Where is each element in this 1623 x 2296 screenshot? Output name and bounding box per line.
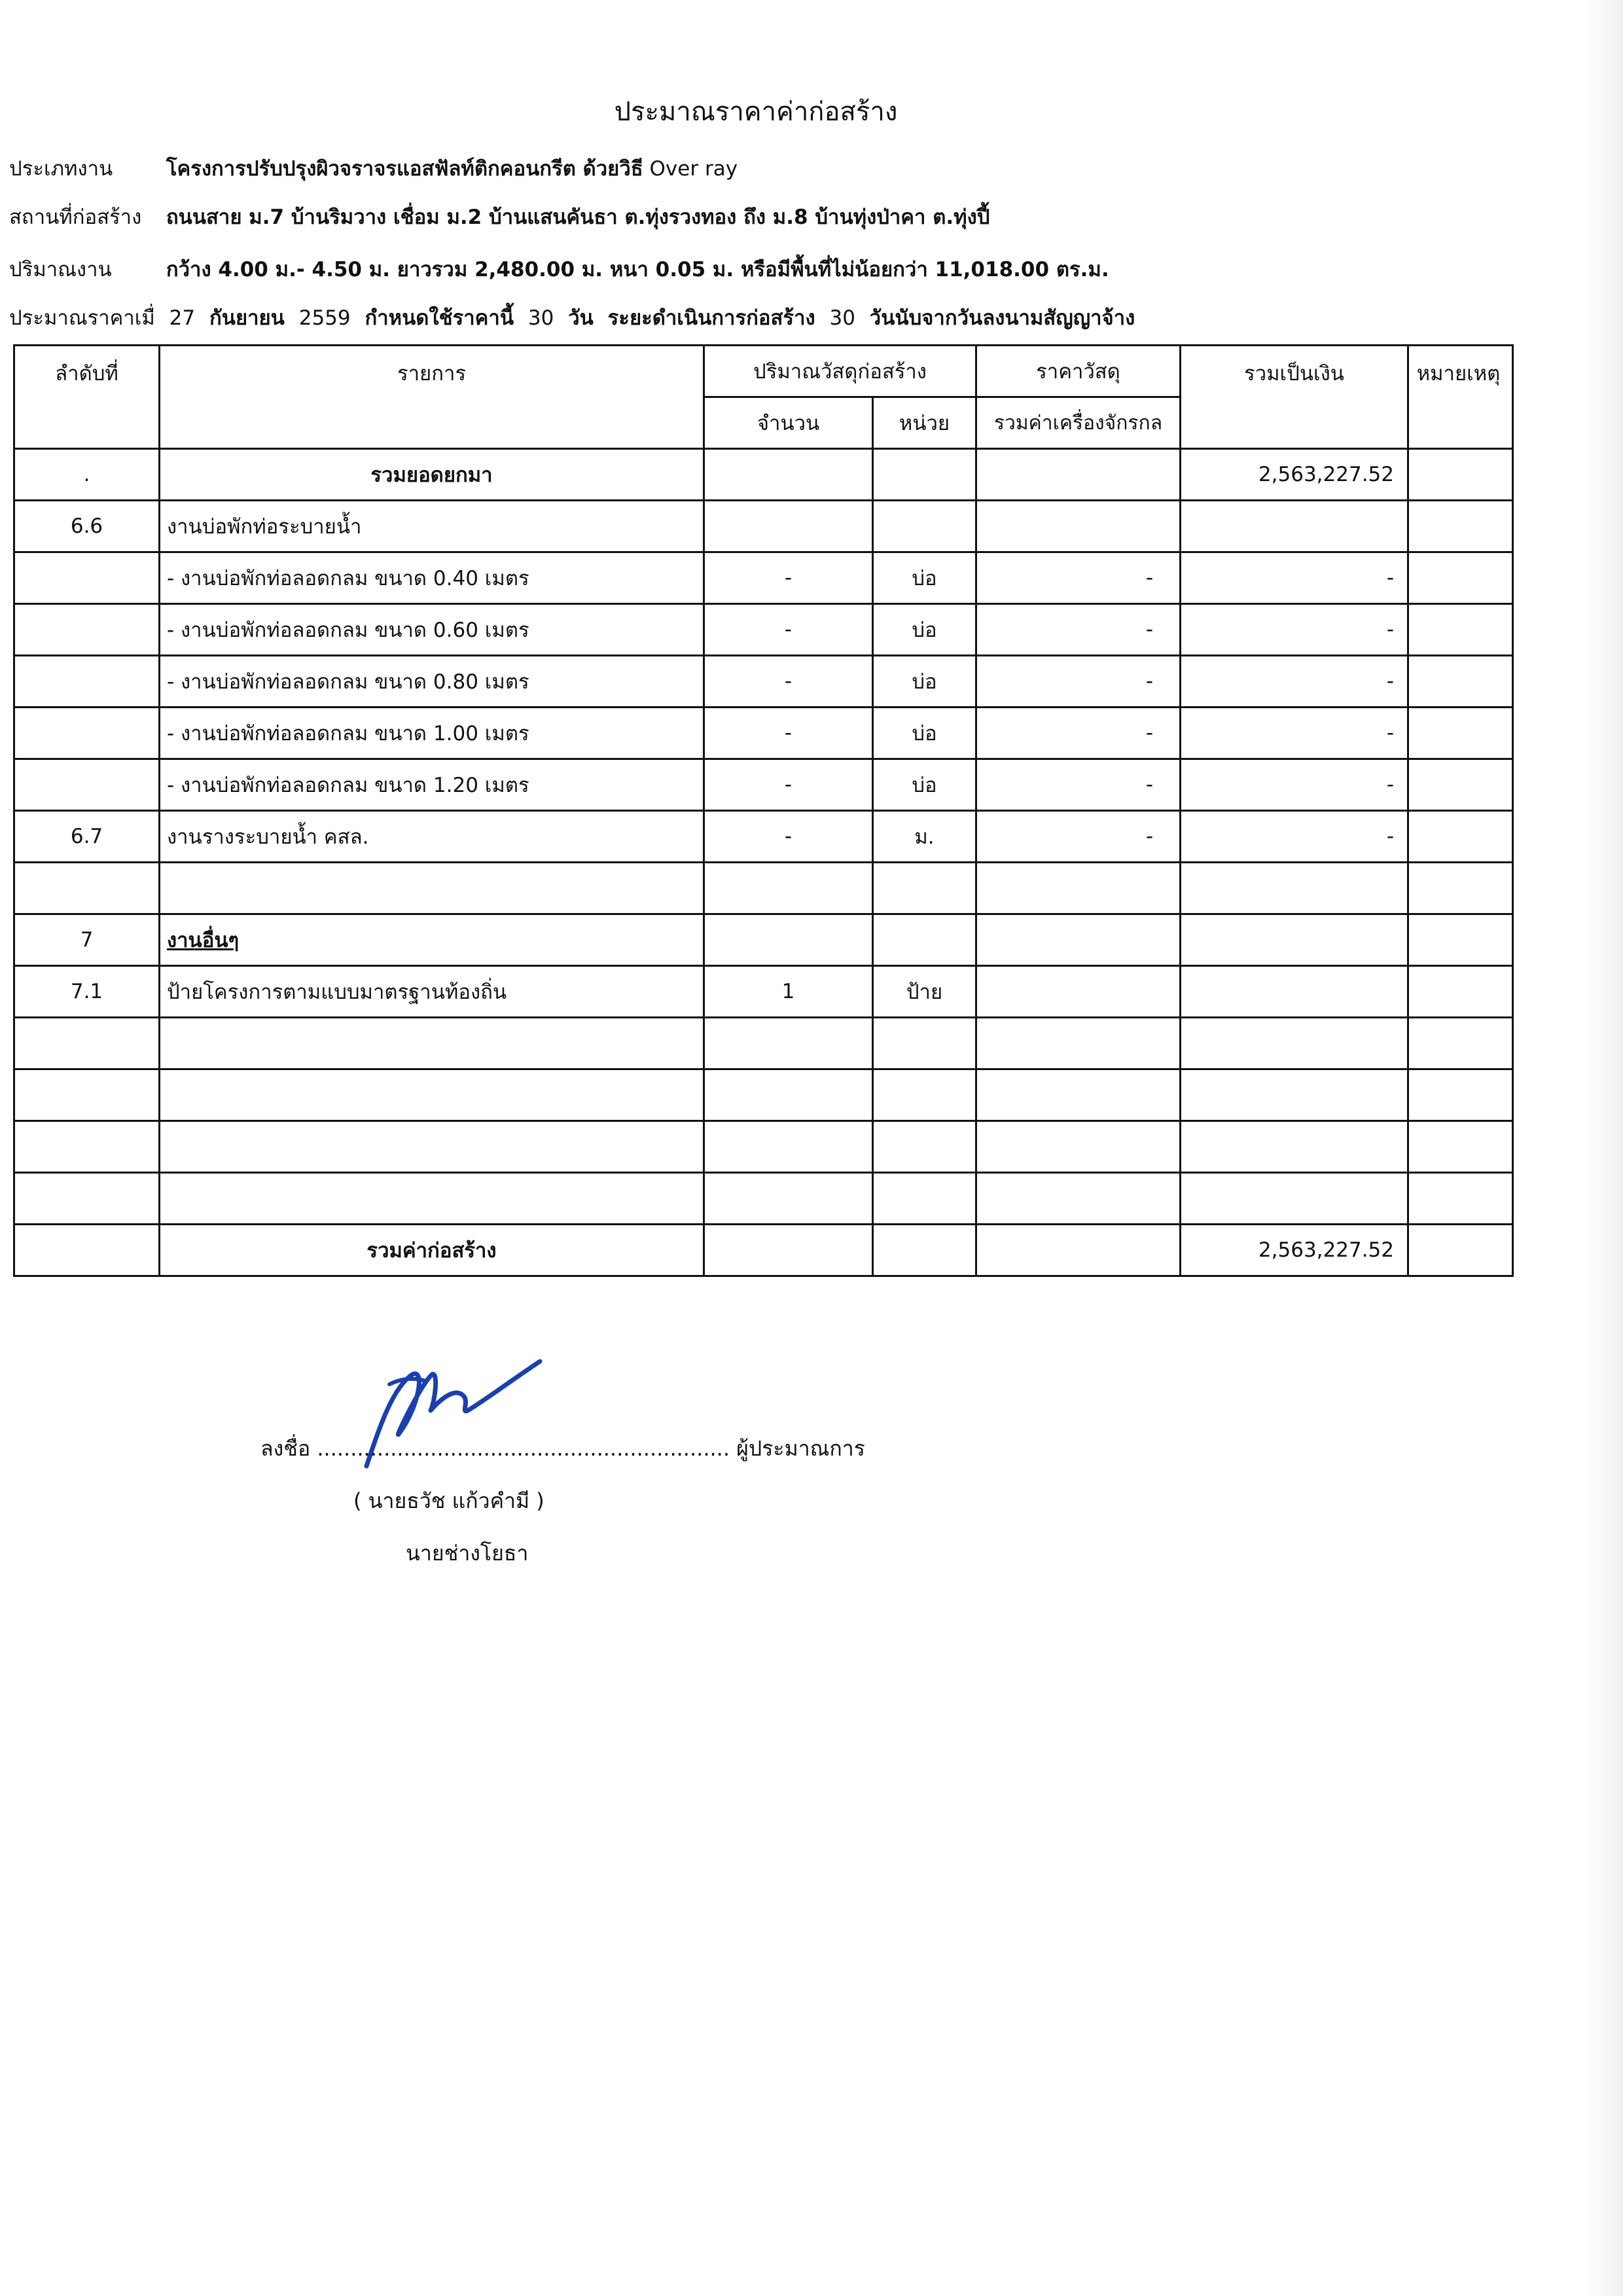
location-label: สถานที่ก่อสร้าง [9,206,142,229]
row-qty: - [704,604,873,656]
estimate-table [13,344,1514,1277]
row-no [14,656,160,708]
sign-suffix: ผู้ประมาณการ [736,1436,865,1461]
table-row [14,1173,1513,1225]
table-row [14,1069,1513,1121]
row-price [976,914,1181,966]
table-row [14,966,1513,1018]
date-year: 2559 [298,306,351,330]
row-remark [1408,604,1513,656]
price-valid-label: กำหนดใช้ราคานี้ [365,306,514,330]
row-price [976,966,1181,1018]
row-no [14,604,160,656]
row-qty [704,863,873,914]
row-no [14,1018,160,1069]
row-remark [1408,501,1513,552]
table-row [14,1018,1513,1069]
project-type-label: ประเภทงาน [9,157,113,181]
row-no: 6.7 [14,811,160,863]
row-item: - งานบ่อพักท่อลอดกลม ขนาด 1.00 เมตร [160,708,704,759]
row-no [14,1173,160,1225]
carried-forward-row [14,449,1513,501]
table-row [14,604,1513,656]
row-item [160,1173,704,1225]
row-item: งานบ่อพักท่อระบายน้ำ [160,501,704,552]
row-remark [1408,552,1513,604]
row-qty [704,1121,873,1173]
row-price [976,1069,1181,1121]
table-row [14,656,1513,708]
row-no: 6.6 [14,501,160,552]
row-item: - งานบ่อพักท่อลอดกลม ขนาด 1.20 เมตร [160,759,704,811]
row-unit [873,914,976,966]
row-unit [873,501,976,552]
row-total: - [1181,552,1408,604]
signer-name: ( นายธวัช แก้วคำมี ) [353,1488,544,1513]
project-type-value: โครงการปรับปรุงผิวจราจรแอสฟัลท์ติกคอนกรีต ด้วยวิธี [166,157,643,181]
row-total: - [1181,656,1408,708]
row-unit [873,1069,976,1121]
signer-position: นายช่างโยธา [406,1541,529,1566]
header-qty: จำนวน [704,397,873,449]
row-total [1181,1121,1408,1173]
grand-total-label: รวมค่าก่อสร้าง [160,1225,704,1276]
header-material-qty: ปริมาณวัสดุก่อสร้าง [704,346,976,397]
row-qty [704,1018,873,1069]
row-no [14,1069,160,1121]
row-item [160,863,704,914]
row-no: 7.1 [14,966,160,1018]
grand-total-value: 2,563,227.52 [1181,1225,1408,1276]
row-total [1181,966,1408,1018]
row-price: - [976,759,1181,811]
signature-line [260,1432,865,1465]
row-total [1181,1018,1408,1069]
header-price: ราคาวัสดุ [976,346,1181,397]
row-unit: บ่อ [873,708,976,759]
grand-total-row [14,1225,1513,1276]
row-remark [1408,1121,1513,1173]
price-valid-unit: วัน [568,306,594,330]
header-price-sub: รวมค่าเครื่องจักรกล [976,397,1181,449]
row-total: - [1181,811,1408,863]
row-unit: ม. [873,811,976,863]
row-item [160,1069,704,1121]
row-qty [704,501,873,552]
row-unit: บ่อ [873,552,976,604]
row-price: - [976,656,1181,708]
header-no: ลำดับที่ [14,346,160,449]
row-remark [1408,759,1513,811]
row-unit [873,1173,976,1225]
row-price: - [976,552,1181,604]
duration-days: 30 [829,306,855,330]
row-no: 7 [14,914,160,966]
header-item: รายการ [160,346,704,449]
table-row [14,501,1513,552]
row-unit [873,863,976,914]
row-total [1181,1069,1408,1121]
row-price [976,1121,1181,1173]
row-remark [1408,1069,1513,1121]
row-price: - [976,811,1181,863]
duration-suffix: วันนับจากวันลงนามสัญญาจ้าง [869,306,1135,330]
scan-edge-shadow [1584,0,1623,2296]
carried-forward-unit [873,449,976,501]
table-row [14,863,1513,914]
grand-total-remark [1408,1225,1513,1276]
row-item: - งานบ่อพักท่อลอดกลม ขนาด 0.40 เมตร [160,552,704,604]
carried-forward-value: 2,563,227.52 [1181,449,1408,501]
date-month: กันยายน [209,306,285,330]
header-remark: หมายเหตุ [1408,346,1513,449]
row-unit: บ่อ [873,759,976,811]
table-row [14,914,1513,966]
row-no [14,708,160,759]
row-no [14,1121,160,1173]
row-remark [1408,863,1513,914]
table-row [14,1121,1513,1173]
grand-total-unit [873,1225,976,1276]
quantity-line [9,253,1109,285]
row-qty [704,914,873,966]
row-no [14,863,160,914]
row-price [976,1018,1181,1069]
quantity-value: กว้าง 4.00 ม.- 4.50 ม. ยาวรวม 2,480.00 ม. หนา 0.05 ม. หรือมีพื้นที่ไม่น้อยกว่า 11,018.00 ตร.ม. [166,258,1109,281]
price-valid-days: 30 [527,306,554,330]
row-qty: 1 [704,966,873,1018]
header-unit: หน่วย [873,397,976,449]
row-total: - [1181,604,1408,656]
table-row [14,552,1513,604]
row-unit: ป้าย [873,966,976,1018]
date-label: ประมาณราคาเมื่ [9,306,155,330]
grand-total-qty [704,1225,873,1276]
row-unit [873,1018,976,1069]
row-price [976,1173,1181,1225]
document-title: ประมาณราคาค่าก่อสร้าง [614,97,898,127]
table-row [14,759,1513,811]
row-remark [1408,1018,1513,1069]
row-price: - [976,604,1181,656]
row-qty: - [704,708,873,759]
date-line [9,301,1143,334]
row-item: งานรางระบายน้ำ คสล. [160,811,704,863]
row-remark [1408,656,1513,708]
carried-forward-price [976,449,1181,501]
row-no [14,552,160,604]
quantity-label: ปริมาณงาน [9,258,112,281]
table-header-row-1 [14,346,1513,397]
project-type-line [9,152,738,185]
row-remark [1408,966,1513,1018]
location-line [9,200,990,233]
row-remark [1408,1173,1513,1225]
row-qty: - [704,811,873,863]
date-day: 27 [169,306,196,330]
row-item: - งานบ่อพักท่อลอดกลม ขนาด 0.60 เมตร [160,604,704,656]
carried-forward-remark [1408,449,1513,501]
row-remark [1408,811,1513,863]
row-total [1181,914,1408,966]
row-total [1181,501,1408,552]
row-qty [704,1069,873,1121]
row-qty: - [704,552,873,604]
grand-total-no [14,1225,160,1276]
row-price: - [976,708,1181,759]
row-total [1181,1173,1408,1225]
location-value: ถนนสาย ม.7 บ้านริมวาง เชื่อม ม.2 บ้านแสนคันธา ต.ทุ่งรวงทอง ถึง ม.8 บ้านทุ่งป่าคา ต.ทุ่งปี้ [166,206,990,229]
row-price [976,501,1181,552]
row-unit: บ่อ [873,656,976,708]
table-row [14,811,1513,863]
row-total: - [1181,759,1408,811]
carried-forward-label: รวมยอดยกมา [160,449,704,501]
row-no [14,759,160,811]
grand-total-price [976,1225,1181,1276]
row-price [976,863,1181,914]
sign-prefix: ลงชื่อ [260,1436,311,1461]
row-qty: - [704,759,873,811]
table-row [14,708,1513,759]
row-unit [873,1121,976,1173]
row-qty: - [704,656,873,708]
row-remark [1408,708,1513,759]
row-item [160,1018,704,1069]
row-item [160,1121,704,1173]
row-item: งานอื่นๆ [160,914,704,966]
sign-dots: .............................................................. [317,1436,730,1461]
header-total: รวมเป็นเงิน [1181,346,1408,449]
row-item: - งานบ่อพักท่อลอดกลม ขนาด 0.80 เมตร [160,656,704,708]
carried-forward-qty [704,449,873,501]
row-qty [704,1173,873,1225]
row-unit: บ่อ [873,604,976,656]
duration-label: ระยะดำเนินการก่อสร้าง [607,306,815,330]
row-item: ป้ายโครงการตามแบบมาตรฐานท้องถิ่น [160,966,704,1018]
row-total: - [1181,708,1408,759]
row-total [1181,863,1408,914]
project-type-suffix: Over ray [649,157,738,181]
carried-forward-no: . [14,449,160,501]
row-remark [1408,914,1513,966]
